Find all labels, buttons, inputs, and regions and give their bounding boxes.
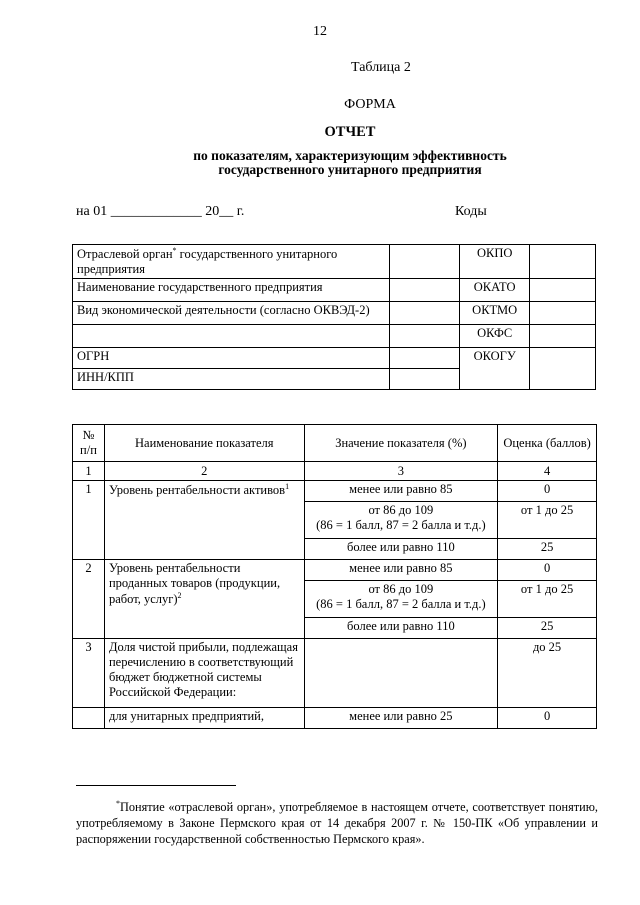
indicator-name: Доля чистой прибыли, подлежащая перечислению в соответствующий бюджет бюджетной системы Российской Федерации: bbox=[104, 639, 304, 708]
info-label-cell bbox=[73, 245, 390, 279]
indicator-value-note: (86 = 1 балл, 87 = 2 балла и т.д.) bbox=[316, 597, 486, 611]
indicator-score: 0 bbox=[498, 560, 597, 581]
indicator-name-cell bbox=[104, 560, 304, 639]
code-value-cell bbox=[530, 348, 596, 390]
indicator-score: 25 bbox=[498, 618, 597, 639]
code-value-cell bbox=[530, 245, 596, 279]
footnote-text-block bbox=[76, 796, 598, 847]
table-row bbox=[73, 560, 597, 581]
info-label: Наименование государственного предприятия bbox=[73, 279, 390, 302]
col-number: 2 bbox=[104, 462, 304, 481]
footnote-text: Понятие «отраслевой орган», употребляемое в настоящем отчете, соответствует понятию, употребляемому в Законе Пермского края от 14 декабря 2007 г. № 150-ПК «Об управлении и распоряжении государственной собственностью Пермского края». bbox=[76, 800, 598, 847]
indicator-value bbox=[304, 639, 498, 708]
indicator-sub-name: для унитарных предприятий, bbox=[104, 708, 304, 729]
indicator-score: 25 bbox=[498, 539, 597, 560]
report-title: ОТЧЕТ bbox=[324, 124, 376, 140]
footnote-marker: 2 bbox=[177, 591, 182, 600]
code-value-cell bbox=[530, 325, 596, 348]
info-label: ОГРН bbox=[73, 348, 390, 369]
indicator-value-cell bbox=[304, 581, 498, 618]
info-row bbox=[73, 325, 596, 348]
info-row bbox=[73, 279, 596, 302]
footnote-divider bbox=[76, 785, 236, 786]
code-value-cell bbox=[530, 279, 596, 302]
info-row bbox=[73, 348, 596, 369]
code-label: ОКТМО bbox=[460, 302, 530, 325]
code-label: ОКПО bbox=[460, 245, 530, 279]
table-row bbox=[73, 639, 597, 708]
indicator-name-cell bbox=[104, 481, 304, 560]
row-number: 3 bbox=[73, 639, 105, 708]
subtitle-line-2: государственного унитарного предприятия bbox=[218, 162, 482, 177]
table-row bbox=[73, 481, 597, 502]
footnote-marker: 1 bbox=[285, 482, 290, 491]
table-header-row bbox=[73, 425, 597, 462]
info-label bbox=[73, 325, 390, 348]
indicator-value-cell bbox=[304, 502, 498, 539]
indicator-value: от 86 до 109 bbox=[368, 503, 434, 517]
table-label: Таблица 2 bbox=[351, 60, 411, 75]
indicator-name: Уровень рентабельности проданных товаров (продукции, работ, услуг) bbox=[108, 561, 281, 607]
info-row bbox=[73, 245, 596, 279]
indicator-score: до 25 bbox=[498, 639, 597, 708]
info-row bbox=[73, 302, 596, 325]
info-value-cell bbox=[390, 279, 460, 302]
info-value-cell bbox=[390, 325, 460, 348]
form-label: ФОРМА bbox=[344, 97, 396, 112]
row-number: 1 bbox=[73, 481, 105, 560]
indicator-score: от 1 до 25 bbox=[498, 581, 597, 618]
indicator-value: менее или равно 25 bbox=[304, 708, 498, 729]
row-number bbox=[73, 708, 105, 729]
header-name: Наименование показателя bbox=[104, 425, 304, 462]
table-row bbox=[73, 708, 597, 729]
codes-label: Коды bbox=[455, 204, 487, 219]
indicator-value: менее или равно 85 bbox=[304, 481, 498, 502]
info-table bbox=[72, 244, 596, 390]
report-subtitle bbox=[160, 149, 540, 177]
col-number: 4 bbox=[498, 462, 597, 481]
col-number: 3 bbox=[304, 462, 498, 481]
indicators-table bbox=[72, 424, 597, 729]
indicator-value: менее или равно 85 bbox=[304, 560, 498, 581]
info-value-cell bbox=[390, 348, 460, 369]
page-number: 12 bbox=[313, 24, 327, 39]
code-label: ОКАТО bbox=[460, 279, 530, 302]
footnote-marker: * bbox=[116, 799, 120, 808]
indicator-name: Уровень рентабельности активов bbox=[108, 483, 286, 498]
info-label: Отраслевой орган bbox=[77, 247, 173, 262]
code-label: ОКОГУ bbox=[460, 348, 530, 390]
code-label: ОКФС bbox=[460, 325, 530, 348]
info-value-cell bbox=[390, 369, 460, 390]
info-label: ИНН/КПП bbox=[73, 369, 390, 390]
info-label: Вид экономической деятельности (согласно ОКВЭД-2) bbox=[73, 302, 390, 325]
indicator-value: более или равно 110 bbox=[304, 539, 498, 560]
header-num: № п/п bbox=[73, 425, 105, 462]
indicator-score: 0 bbox=[498, 481, 597, 502]
indicator-value: более или равно 110 bbox=[304, 618, 498, 639]
col-number: 1 bbox=[73, 462, 105, 481]
footnote-marker: * bbox=[172, 246, 177, 255]
indicator-value-note: (86 = 1 балл, 87 = 2 балла и т.д.) bbox=[316, 518, 486, 532]
info-value-cell bbox=[390, 302, 460, 325]
code-value-cell bbox=[530, 302, 596, 325]
indicator-score: 0 bbox=[498, 708, 597, 729]
indicator-value: от 86 до 109 bbox=[368, 582, 434, 596]
header-value: Значение показателя (%) bbox=[304, 425, 498, 462]
info-value-cell bbox=[390, 245, 460, 279]
info-label-cont: государственного унитарного предприятия bbox=[77, 247, 338, 277]
date-line: на 01 _____________ 20__ г. bbox=[76, 204, 245, 219]
footnote bbox=[76, 796, 598, 847]
header-score: Оценка (баллов) bbox=[498, 425, 597, 462]
column-number-row bbox=[73, 462, 597, 481]
subtitle-line-1: по показателям, характеризующим эффективность bbox=[193, 148, 507, 163]
indicator-score: от 1 до 25 bbox=[498, 502, 597, 539]
row-number: 2 bbox=[73, 560, 105, 639]
